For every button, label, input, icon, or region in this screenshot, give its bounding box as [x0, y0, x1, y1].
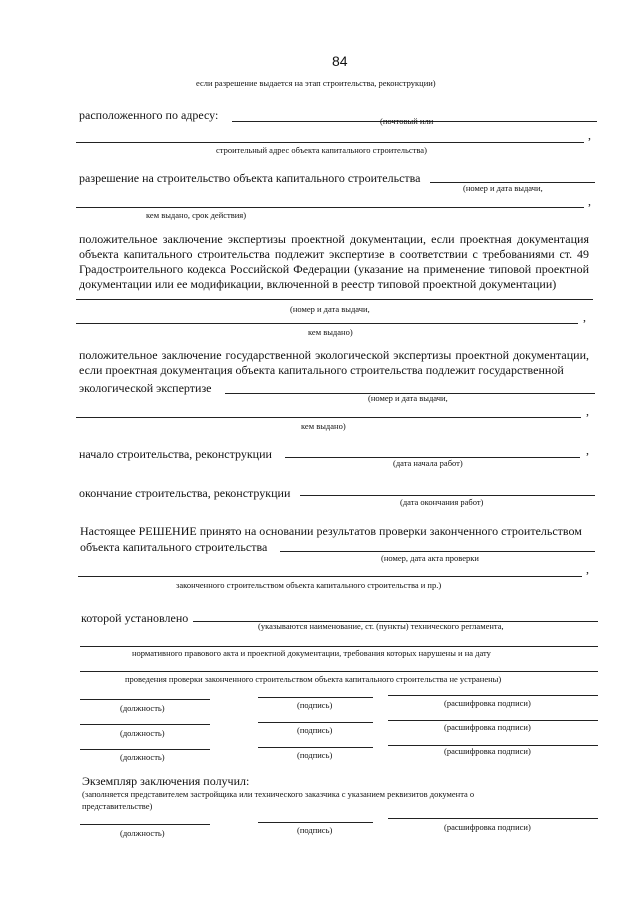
comma-2: , — [588, 194, 591, 208]
sig3-position-line — [80, 749, 210, 750]
address-hint-2: строительный адрес объекта капитального строительства) — [216, 145, 427, 155]
permit-hint-2: кем выдано, срок действия) — [146, 210, 247, 220]
page-number: 84 — [332, 53, 348, 69]
expertise-line-2 — [76, 323, 578, 324]
established-line-3 — [80, 671, 598, 672]
comma-6: , — [586, 562, 589, 576]
sig4-position-label: (должность) — [120, 828, 165, 838]
established-label: которой установлено — [81, 611, 189, 625]
permit-hint-1: (номер и дата выдачи, — [463, 183, 543, 193]
comma-4: , — [586, 404, 589, 418]
comma-1: , — [588, 128, 591, 142]
sig2-signature-line — [258, 722, 373, 723]
eco-text-last: экологической экспертизе — [79, 381, 212, 395]
decision-line-2: объекта капитального строительства — [80, 540, 268, 554]
established-hint-1: (указываются наименование, ст. (пункты) технического регламента, — [258, 621, 504, 631]
header-note: если разрешение выдается на этап строительства, реконструкции) — [196, 78, 436, 88]
address-hint-1: (почтовый или — [380, 116, 434, 126]
eco-hint-1: (номер и дата выдачи, — [368, 393, 448, 403]
start-hint: (дата начала работ) — [393, 458, 463, 468]
eco-hint-2: кем выдано) — [301, 421, 346, 431]
end-line — [300, 495, 595, 496]
sig2-position-line — [80, 724, 210, 725]
expertise-hint-2: кем выдано) — [308, 327, 353, 337]
sig1-decoding-label: (расшифровка подписи) — [444, 698, 531, 708]
sig1-decoding-line — [388, 695, 598, 696]
decision-line-field-1 — [280, 551, 595, 552]
decision-line-1: Настоящее РЕШЕНИЕ принято на основании результатов проверки законченного строительством — [80, 524, 582, 538]
sig2-position-label: (должность) — [120, 728, 165, 738]
address-line-2 — [76, 142, 584, 143]
sig4-position-line — [80, 824, 210, 825]
eco-text: положительное заключение государственной экологической экспертизы проектной документации, если проектная документация объекта капитального строительства подлежит государственной — [79, 348, 589, 377]
sig4-signature-label: (подпись) — [297, 825, 333, 835]
sig1-signature-line — [258, 697, 373, 698]
permit-line-2 — [76, 207, 584, 208]
sig4-decoding-label: (расшифровка подписи) — [444, 822, 531, 832]
expertise-hint-1: (номер и дата выдачи, — [290, 304, 370, 314]
sig3-signature-line — [258, 747, 373, 748]
sig2-decoding-label: (расшифровка подписи) — [444, 722, 531, 732]
start-label: начало строительства, реконструкции — [79, 447, 272, 461]
decision-hint-2: законченного строительством объекта капитального строительства и пр.) — [176, 580, 442, 590]
received-title: Экземпляр заключения получил: — [82, 774, 250, 788]
received-note-1: (заполняется представителем застройщика или технического заказчика с указанием реквизитов документа о — [82, 789, 475, 799]
expertise-text: положительное заключение экспертизы проектной документации, если проектная документация объекта капитального строительства подлежит экспертизе в соответствии с требованиями ст. 49 Градостроительного кодекса Российской Федерации (указание на применение типовой проектной документации или ее модификации, включенной в реестр типовой проектной документации) — [79, 232, 589, 291]
established-hint-3: проведения проверки законченного строительством объекта капитального строительства не устранены) — [125, 674, 502, 684]
decision-hint-1: (номер, дата акта проверки — [381, 553, 479, 563]
sig1-signature-label: (подпись) — [297, 700, 333, 710]
sig3-decoding-label: (расшифровка подписи) — [444, 746, 531, 756]
received-note-2: представительстве) — [82, 801, 153, 811]
sig4-signature-line — [258, 822, 373, 823]
decision-line-field-2 — [78, 576, 582, 577]
sig2-decoding-line — [388, 720, 598, 721]
established-hint-2: нормативного правового акта и проектной документации, требования которых нарушены и на дату — [132, 648, 491, 658]
expertise-line-1 — [76, 299, 593, 300]
eco-line-2 — [76, 417, 581, 418]
sig1-position-line — [80, 699, 210, 700]
address-label: расположенного по адресу: — [79, 108, 219, 122]
sig3-position-label: (должность) — [120, 752, 165, 762]
established-line-2 — [80, 646, 598, 647]
sig3-signature-label: (подпись) — [297, 750, 333, 760]
sig1-position-label: (должность) — [120, 703, 165, 713]
sig2-signature-label: (подпись) — [297, 725, 333, 735]
sig4-decoding-line — [388, 818, 598, 819]
end-hint: (дата окончания работ) — [400, 497, 484, 507]
comma-3: , — [583, 310, 586, 324]
comma-5: , — [586, 443, 589, 457]
permit-label: разрешение на строительство объекта капитального строительства — [79, 171, 421, 185]
end-label: окончание строительства, реконструкции — [79, 486, 291, 500]
